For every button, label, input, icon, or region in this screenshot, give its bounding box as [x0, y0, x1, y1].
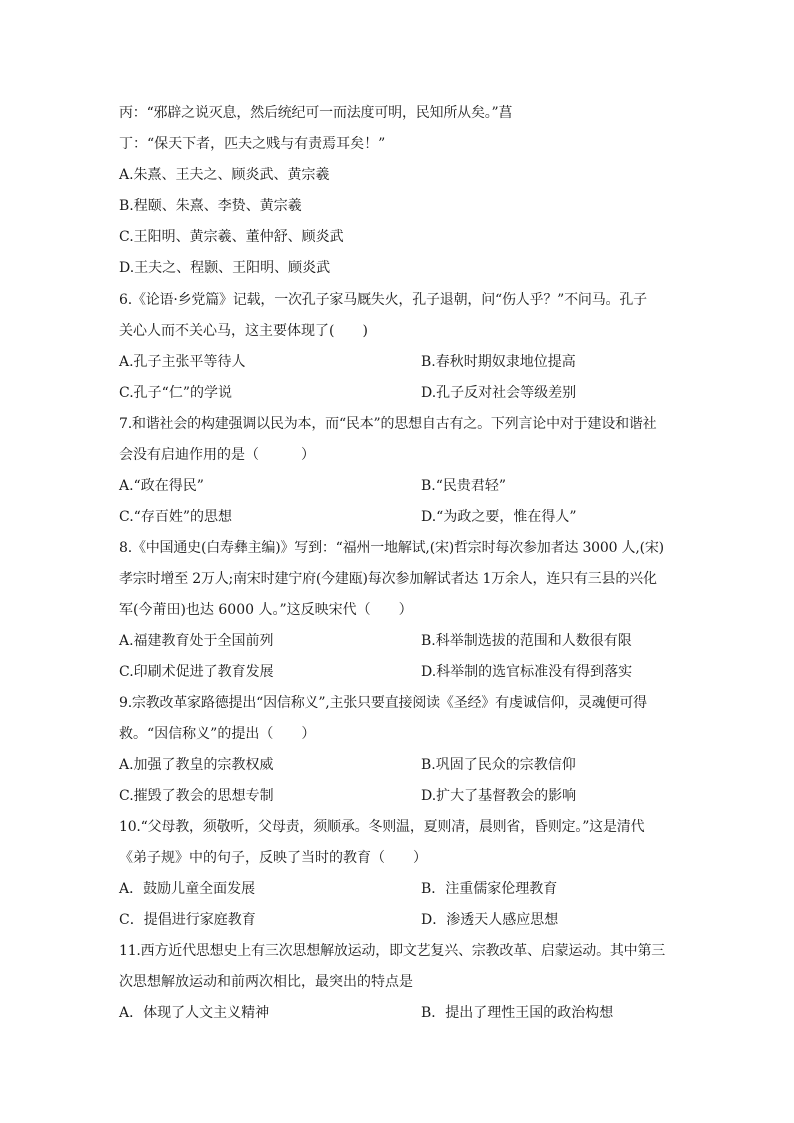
q8-option-a: A.福建教育处于全国前列	[119, 633, 274, 649]
q5-option-d: D.王夫之、程颢、王阳明、顾炎武	[119, 260, 331, 276]
q11-stem-line1: 11.西方近代思想史上有三次思想解放运动，即文艺复兴、宗教改革、启蒙运动。其中第三	[119, 943, 666, 959]
q11-option-a: A．体现了人文主义精神	[119, 1005, 270, 1021]
q9-option-c: C.摧毁了教会的思想专制	[119, 788, 274, 804]
quote-ding: 丁：“保天下者，匹夫之贱与有责焉耳矣！”	[119, 136, 386, 152]
q9-stem-line1: 9.宗教改革家路德提出“因信称义”,主张只要直接阅读《圣经》有虔诚信仰，灵魂便可得	[119, 695, 647, 711]
q5-option-b: B.程颐、朱熹、李贽、黄宗羲	[119, 198, 302, 214]
q10-stem-line2: 《弟子规》中的句子，反映了当时的教育（ ）	[119, 850, 427, 866]
q6-option-a: A.孔子主张平等待人	[119, 354, 246, 370]
q8-option-c: C.印刷术促进了教育发展	[119, 664, 274, 680]
q7-stem-line2: 会没有启迪作用的是（ ）	[119, 447, 315, 463]
q7-option-b: B.“民贵君轻”	[421, 478, 507, 494]
q6-option-b: B.春秋时期奴隶地位提高	[421, 354, 576, 370]
q7-option-c: C.“存百姓”的思想	[119, 509, 232, 525]
q10-option-d: D．渗透天人感应思想	[421, 912, 559, 928]
q5-option-c: C.王阳明、黄宗羲、董仲舒、顾炎武	[119, 229, 344, 245]
q6-option-c: C.孔子“仁”的学说	[119, 385, 232, 401]
q7-option-a: A.“政在得民”	[119, 478, 204, 494]
q6-stem-line2: 关心人而不关心马，这主要体现了( )	[119, 323, 368, 339]
q5-option-a: A.朱熹、王夫之、顾炎武、黄宗羲	[119, 167, 330, 183]
q8-stem-line1: 8.《中国通史(白寿彝主编)》写到：“福州一地解试,(宋)哲宗时每次参加者达 3000 人,(宋)	[119, 540, 664, 556]
q9-stem-line2: 救。“因信称义”的提出（ ）	[119, 726, 316, 742]
q9-option-a: A.加强了教皇的宗教权威	[119, 757, 274, 773]
q11-stem-line2: 次思想解放运动和前两次相比，最突出的特点是	[119, 974, 413, 990]
q7-stem-line1: 7.和谐社会的构建强调以民为本，而“民本”的思想自古有之。下列言论中对于建设和谐社	[119, 416, 657, 432]
q8-stem-line3: 军(今莆田)也达 6000 人。”这反映宋代（ ）	[119, 602, 413, 618]
q8-stem-line2: 孝宗时增至 2万人;南宋时建宁府(今建瓯)每次参加解试者达 1万余人，连只有三县的兴化	[119, 571, 657, 587]
q7-option-d: D.“为政之要，惟在得人”	[421, 509, 577, 525]
q10-option-b: B．注重儒家伦理教育	[421, 881, 558, 897]
q8-option-b: B.科举制选拔的范围和人数很有限	[421, 633, 632, 649]
q10-option-c: C．提倡进行家庭教育	[119, 912, 256, 928]
q10-option-a: A．鼓励儿童全面发展	[119, 881, 256, 897]
q6-stem-line1: 6.《论语·乡党篇》记载，一次孔子家马厩失火，孔子退朝，问“伤人乎？”不问马。孔子	[119, 292, 647, 308]
quote-bing: 丙：“邪辟之说灭息，然后统纪可一而法度可明，民知所从矣。”菖	[119, 105, 513, 121]
q6-option-d: D.孔子反对社会等级差别	[421, 385, 577, 401]
q8-option-d: D.科举制的选官标准没有得到落实	[421, 664, 633, 680]
q9-option-b: B.巩固了民众的宗教信仰	[421, 757, 576, 773]
q9-option-d: D.扩大了基督教会的影响	[421, 788, 577, 804]
q11-option-b: B．提出了理性王国的政治构想	[421, 1005, 614, 1021]
q10-stem-line1: 10.“父母教，须敬听，父母责，须顺承。冬则温，夏则凊，晨则省，昏则定。”这是清代	[119, 819, 645, 835]
